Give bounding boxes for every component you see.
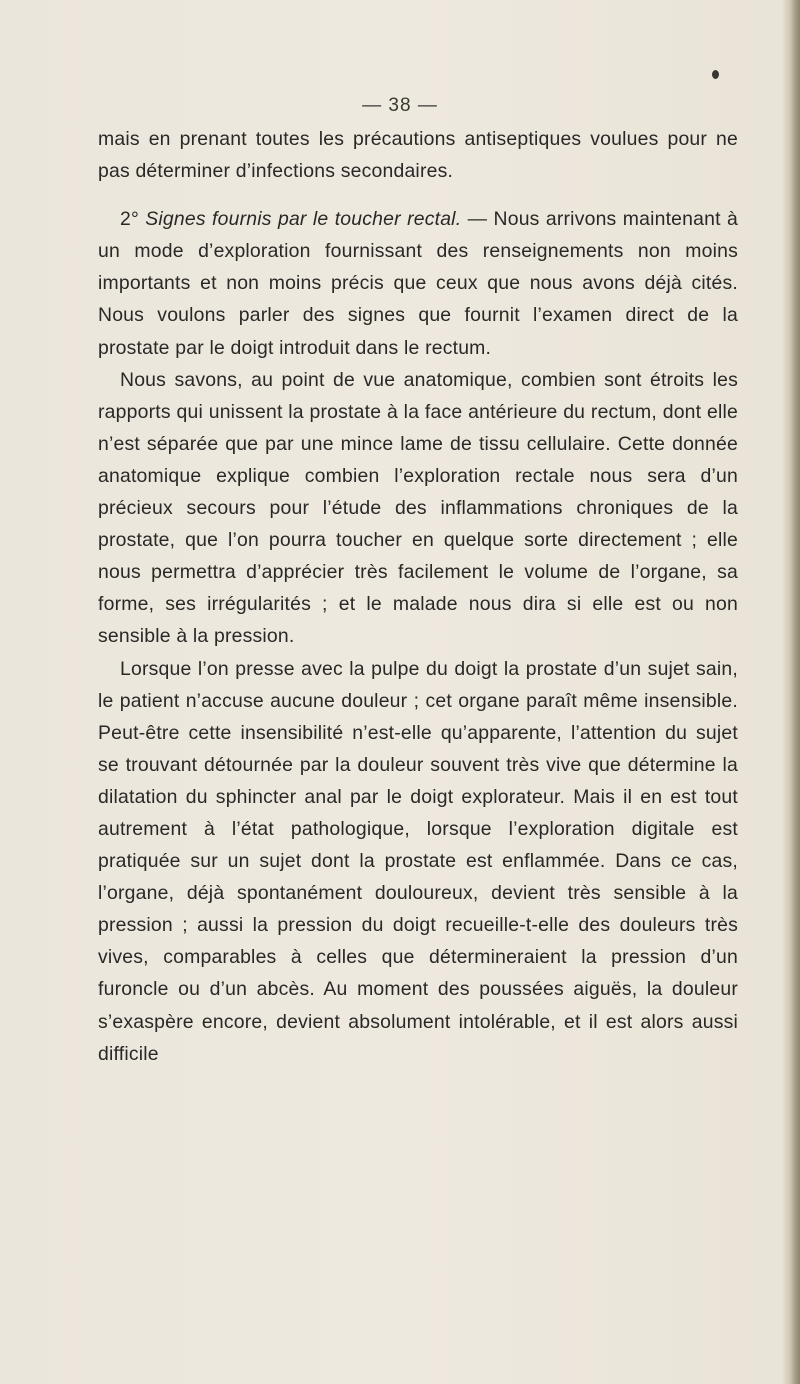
paragraph-4: Lorsque l’on presse avec la pulpe du doigt la prostate d’un sujet sain, le patient n’accuse aucune douleur ; cet organe paraît même insensible. Peut-être cette insensibilité n’est-elle qu’apparente, l’attention du sujet se trouvant détournée par la douleur souvent très vive que détermine la dilatation du sphincter anal par le doigt explorateur. Mais il en est tout autrement à l’état pathologique, lorsque l’exploration digitale est pratiquée sur un sujet dont la prostate est enflammée. Dans ce cas, l’organe, déjà spontanément douloureux, devient très sensible à la pression ; aussi la pression du doigt recueille-t-elle des douleurs très vives, comparables à celles que détermineraient la pression d’un furoncle ou d’un abcès. Au moment des poussées aiguës, la douleur s’exaspère encore, devient absolument intolérable, et il est alors aussi difficile xyxy=(98,657,738,1065)
body-text xyxy=(98,123,738,1070)
page-edge-shadow xyxy=(782,0,800,1384)
section-heading: Signes fournis par le toucher rectal. xyxy=(145,208,462,231)
paragraph-2-text: — Nous arrivons maintenant à un mode d’exploration fournissant des renseignements non moins importants et non moins précis que ceux que nous avons déjà cités. Nous voulons parler des signes que fournit l’examen direct de la prostate par le doigt introduit dans le rectum. xyxy=(98,208,738,359)
paragraph-2 xyxy=(98,203,738,363)
paragraph-3: Nous savons, au point de vue anatomique, combien sont étroits les rapports qui unissent la prostate à la face antérieure du rectum, dont elle n’est séparée que par une mince lame de tissu cellulaire. Cette donnée anatomique explique combien l’exploration rectale nous sera d’un précieux secours pour l’étude des inflammations chroniques de la prostate, que l’on pourra toucher en quelque sorte directement ; elle nous permettra d’apprécier très facilement le volume de l’organe, sa forme, ses irrégularités ; et le malade nous dira si elle est ou non sensible à la pression. xyxy=(98,368,738,648)
section-number: 2° xyxy=(120,208,146,231)
paragraph-1: mais en prenant toutes les précautions antiseptiques voulues pour ne pas déterminer d’infections secondaires. xyxy=(98,128,738,183)
page-number: — 38 — xyxy=(362,95,438,116)
ink-spot xyxy=(712,70,719,79)
